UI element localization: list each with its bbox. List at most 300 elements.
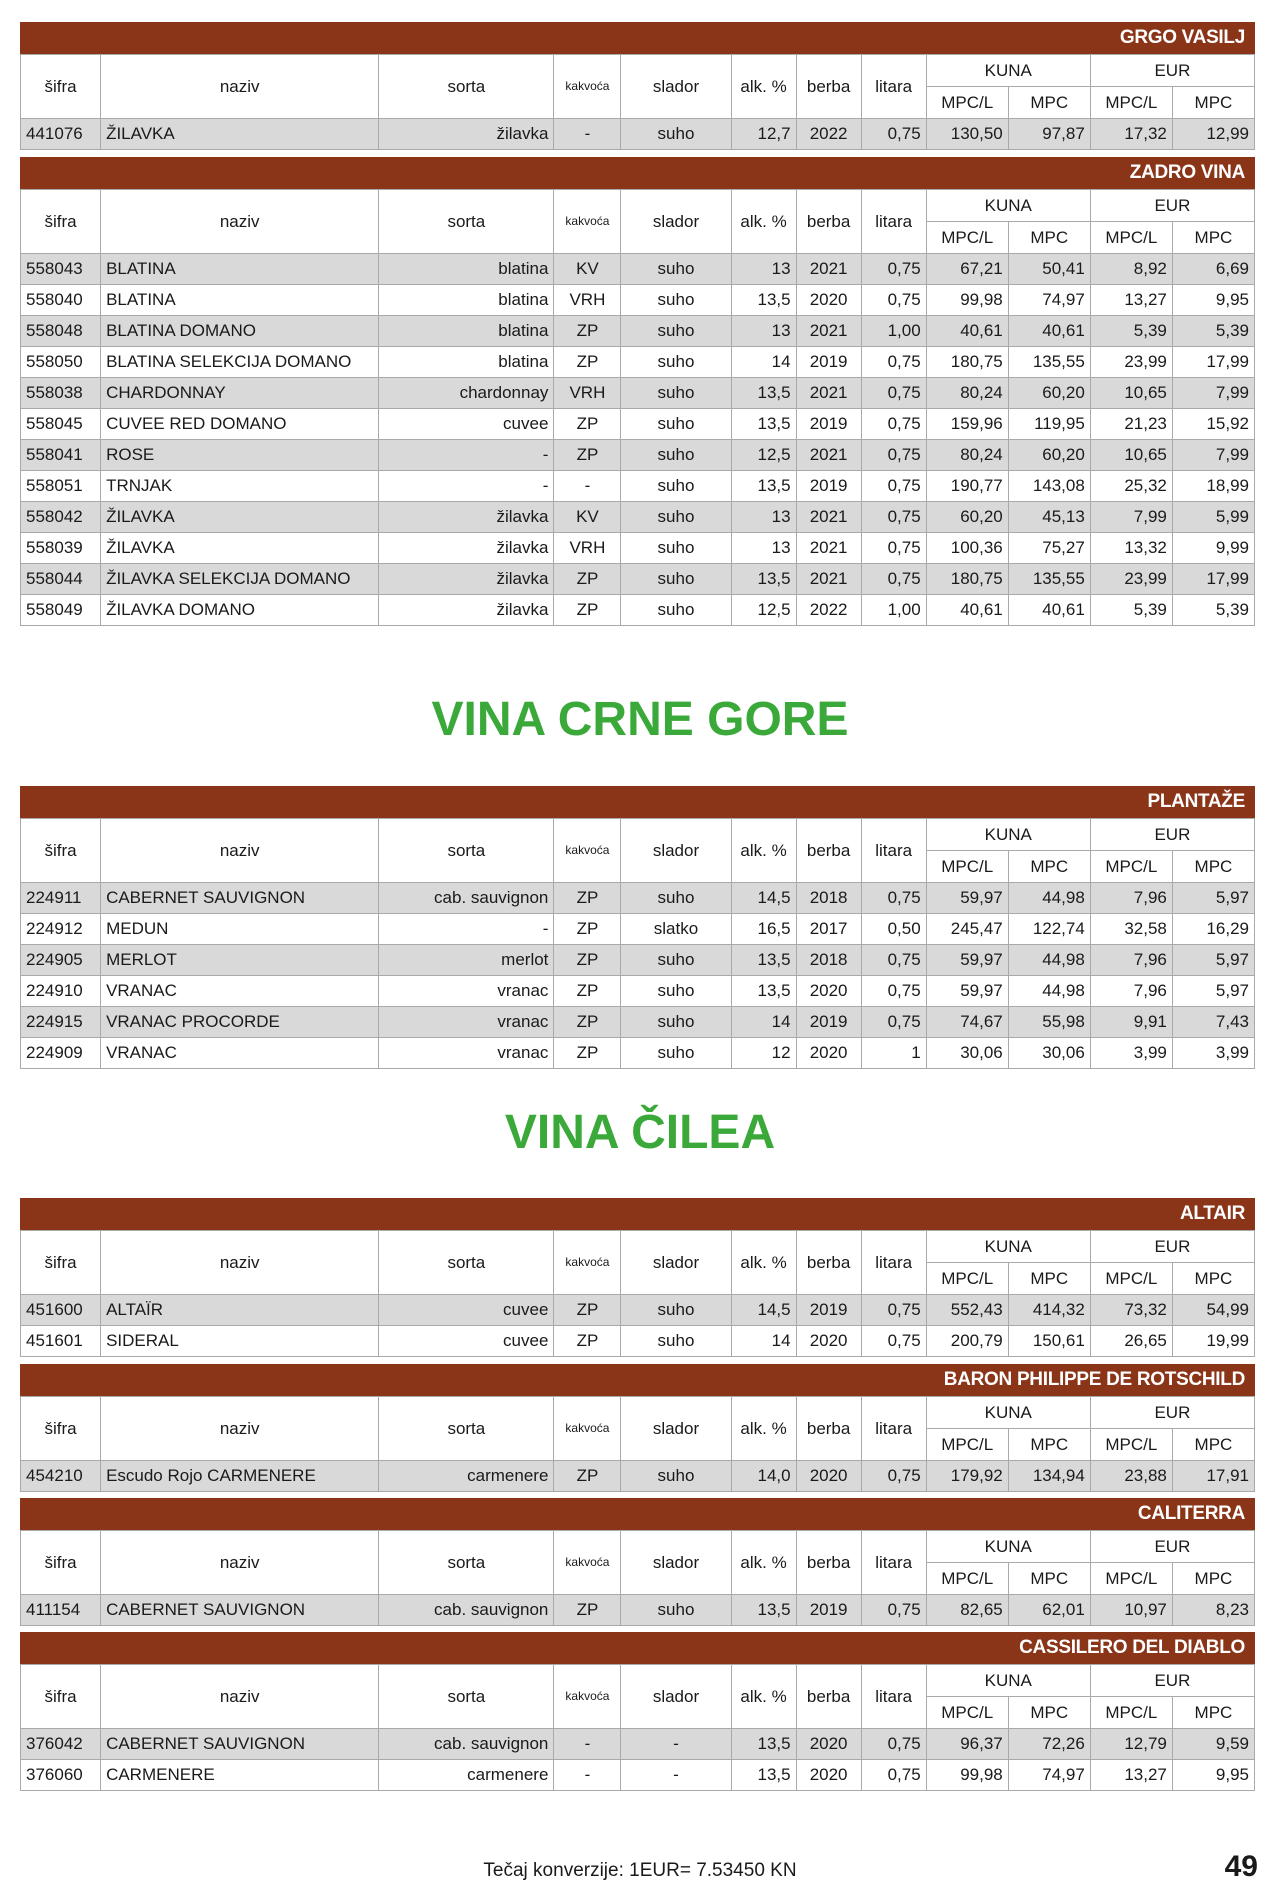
header-mpc: MPC — [1008, 1697, 1090, 1729]
cell-slador: suho — [621, 564, 731, 595]
header-berba: berba — [796, 1531, 861, 1595]
header-slador: slador — [621, 55, 731, 119]
cell-kakvoca: ZP — [554, 316, 621, 347]
cell-kakvoca: - — [554, 119, 621, 150]
header-sifra: šifra — [21, 1665, 101, 1729]
cell-kuna-mpcl: 67,21 — [926, 254, 1008, 285]
conversion-rate-note: Tečaj konverzije: 1EUR= 7.53450 KN — [483, 1860, 797, 1881]
table-row — [21, 564, 1255, 595]
cell-kuna-mpcl: 180,75 — [926, 347, 1008, 378]
header-litara: litara — [861, 55, 926, 119]
header-eur: EUR — [1090, 1531, 1254, 1563]
header-sorta: sorta — [379, 190, 554, 254]
header-mpc: MPC — [1008, 1263, 1090, 1295]
cell-alk: 16,5 — [731, 914, 796, 945]
table-row — [21, 1760, 1255, 1791]
cell-kakvoca: VRH — [554, 378, 621, 409]
header-berba: berba — [796, 819, 861, 883]
price-table — [20, 1664, 1255, 1791]
cell-kakvoca: VRH — [554, 285, 621, 316]
cell-berba: 2022 — [796, 595, 861, 626]
cell-berba: 2018 — [796, 945, 861, 976]
cell-kuna-mpcl: 179,92 — [926, 1461, 1008, 1492]
header-mpc: MPC — [1172, 222, 1254, 254]
cell-kakvoca: ZP — [554, 945, 621, 976]
header-alk: alk. % — [731, 819, 796, 883]
cell-sorta: blatina — [379, 285, 554, 316]
cell-kuna-mpc: 55,98 — [1008, 1007, 1090, 1038]
table-row — [21, 595, 1255, 626]
cell-eur-mpc: 9,95 — [1172, 285, 1254, 316]
cell-litara: 0,75 — [861, 285, 926, 316]
cell-slador: suho — [621, 945, 731, 976]
cell-kakvoca: ZP — [554, 1326, 621, 1357]
cell-litara: 0,75 — [861, 1461, 926, 1492]
cell-litara: 0,75 — [861, 254, 926, 285]
cell-berba: 2021 — [796, 564, 861, 595]
cell-sifra: 558045 — [21, 409, 101, 440]
cell-sorta: carmenere — [379, 1760, 554, 1791]
cell-naziv: ŽILAVKA SELEKCIJA DOMANO — [101, 564, 379, 595]
cell-alk: 13,5 — [731, 1729, 796, 1760]
cell-eur-mpcl: 17,32 — [1090, 119, 1172, 150]
header-naziv: naziv — [101, 1231, 379, 1295]
cell-eur-mpcl: 9,91 — [1090, 1007, 1172, 1038]
cell-alk: 12,5 — [731, 440, 796, 471]
cell-kuna-mpc: 414,32 — [1008, 1295, 1090, 1326]
cell-sifra: 224905 — [21, 945, 101, 976]
cell-sifra: 411154 — [21, 1595, 101, 1626]
header-kuna: KUNA — [926, 1397, 1090, 1429]
cell-slador: suho — [621, 976, 731, 1007]
header-mpcl: MPC/L — [926, 1429, 1008, 1461]
header-mpcl: MPC/L — [926, 851, 1008, 883]
cell-berba: 2018 — [796, 883, 861, 914]
cell-kakvoca: ZP — [554, 1007, 621, 1038]
header-mpc: MPC — [1008, 1563, 1090, 1595]
cell-kakvoca: ZP — [554, 883, 621, 914]
cell-slador: - — [621, 1729, 731, 1760]
cell-alk: 13,5 — [731, 564, 796, 595]
cell-kuna-mpc: 134,94 — [1008, 1461, 1090, 1492]
cell-naziv: ALTAÏR — [101, 1295, 379, 1326]
cell-kuna-mpc: 60,20 — [1008, 378, 1090, 409]
cell-sorta: - — [379, 440, 554, 471]
cell-naziv: BLATINA DOMANO — [101, 316, 379, 347]
cell-alk: 13 — [731, 316, 796, 347]
cell-kuna-mpc: 72,26 — [1008, 1729, 1090, 1760]
cell-alk: 14 — [731, 1326, 796, 1357]
cell-kakvoca: ZP — [554, 440, 621, 471]
cell-eur-mpcl: 25,32 — [1090, 471, 1172, 502]
cell-alk: 13 — [731, 533, 796, 564]
cell-alk: 13,5 — [731, 945, 796, 976]
header-litara: litara — [861, 1231, 926, 1295]
cell-naziv: Escudo Rojo CARMENERE — [101, 1461, 379, 1492]
cell-berba: 2020 — [796, 1760, 861, 1791]
cell-berba: 2020 — [796, 976, 861, 1007]
cell-slador: slatko — [621, 914, 731, 945]
cell-litara: 0,75 — [861, 564, 926, 595]
price-table — [20, 189, 1255, 626]
cell-litara: 0,75 — [861, 1326, 926, 1357]
cell-sifra: 224915 — [21, 1007, 101, 1038]
cell-berba: 2021 — [796, 502, 861, 533]
cell-eur-mpcl: 23,88 — [1090, 1461, 1172, 1492]
cell-litara: 0,75 — [861, 119, 926, 150]
cell-eur-mpc: 5,97 — [1172, 976, 1254, 1007]
cell-kuna-mpc: 62,01 — [1008, 1595, 1090, 1626]
header-mpc: MPC — [1008, 87, 1090, 119]
header-litara: litara — [861, 1531, 926, 1595]
header-mpc: MPC — [1008, 851, 1090, 883]
cell-litara: 0,75 — [861, 533, 926, 564]
cell-kuna-mpc: 74,97 — [1008, 1760, 1090, 1791]
header-kuna: KUNA — [926, 190, 1090, 222]
cell-litara: 0,75 — [861, 347, 926, 378]
cell-litara: 0,75 — [861, 1007, 926, 1038]
cell-kuna-mpcl: 159,96 — [926, 409, 1008, 440]
cell-sorta: žilavka — [379, 502, 554, 533]
header-mpc: MPC — [1172, 851, 1254, 883]
table-row — [21, 119, 1255, 150]
cell-kakvoca: ZP — [554, 409, 621, 440]
cell-kuna-mpcl: 59,97 — [926, 976, 1008, 1007]
table-row — [21, 883, 1255, 914]
header-kakvoca: kakvoća — [554, 1665, 621, 1729]
header-mpcl: MPC/L — [1090, 87, 1172, 119]
header-naziv: naziv — [101, 1665, 379, 1729]
cell-naziv: VRANAC — [101, 976, 379, 1007]
cell-kuna-mpcl: 80,24 — [926, 440, 1008, 471]
cell-berba: 2019 — [796, 1295, 861, 1326]
header-mpc: MPC — [1172, 1563, 1254, 1595]
cell-eur-mpcl: 32,58 — [1090, 914, 1172, 945]
cell-eur-mpc: 9,59 — [1172, 1729, 1254, 1760]
cell-eur-mpcl: 10,97 — [1090, 1595, 1172, 1626]
cell-eur-mpcl: 10,65 — [1090, 440, 1172, 471]
header-mpcl: MPC/L — [1090, 1563, 1172, 1595]
table-row — [21, 914, 1255, 945]
cell-slador: suho — [621, 595, 731, 626]
cell-eur-mpc: 17,91 — [1172, 1461, 1254, 1492]
cell-sifra: 451600 — [21, 1295, 101, 1326]
cell-eur-mpc: 8,23 — [1172, 1595, 1254, 1626]
header-sifra: šifra — [21, 190, 101, 254]
cell-sifra: 376042 — [21, 1729, 101, 1760]
header-kuna: KUNA — [926, 55, 1090, 87]
header-naziv: naziv — [101, 55, 379, 119]
cell-sorta: žilavka — [379, 533, 554, 564]
cell-sorta: blatina — [379, 347, 554, 378]
cell-alk: 13,5 — [731, 1760, 796, 1791]
cell-sifra: 454210 — [21, 1461, 101, 1492]
cell-slador: - — [621, 1760, 731, 1791]
cell-kuna-mpcl: 99,98 — [926, 1760, 1008, 1791]
cell-alk: 13 — [731, 254, 796, 285]
cell-litara: 0,75 — [861, 409, 926, 440]
cell-eur-mpc: 5,39 — [1172, 316, 1254, 347]
table-row — [21, 285, 1255, 316]
header-alk: alk. % — [731, 1665, 796, 1729]
cell-kuna-mpcl: 99,98 — [926, 285, 1008, 316]
cell-naziv: MERLOT — [101, 945, 379, 976]
header-mpcl: MPC/L — [1090, 222, 1172, 254]
cell-eur-mpc: 5,97 — [1172, 883, 1254, 914]
header-sorta: sorta — [379, 55, 554, 119]
cell-slador: suho — [621, 254, 731, 285]
cell-slador: suho — [621, 119, 731, 150]
header-sorta: sorta — [379, 1665, 554, 1729]
cell-alk: 13,5 — [731, 976, 796, 1007]
cell-sorta: žilavka — [379, 595, 554, 626]
cell-eur-mpcl: 7,96 — [1090, 976, 1172, 1007]
cell-sifra: 441076 — [21, 119, 101, 150]
cell-sifra: 558049 — [21, 595, 101, 626]
header-kakvoca: kakvoća — [554, 819, 621, 883]
header-naziv: naziv — [101, 190, 379, 254]
cell-berba: 2019 — [796, 347, 861, 378]
cell-slador: suho — [621, 533, 731, 564]
cell-naziv: CABERNET SAUVIGNON — [101, 1729, 379, 1760]
cell-eur-mpc: 9,95 — [1172, 1760, 1254, 1791]
cell-alk: 13,5 — [731, 409, 796, 440]
cell-eur-mpc: 5,97 — [1172, 945, 1254, 976]
header-kakvoca: kakvoća — [554, 1531, 621, 1595]
cell-litara: 0,50 — [861, 914, 926, 945]
cell-sifra: 224910 — [21, 976, 101, 1007]
cell-berba: 2020 — [796, 1729, 861, 1760]
header-sifra: šifra — [21, 1231, 101, 1295]
cell-sorta: blatina — [379, 254, 554, 285]
header-berba: berba — [796, 190, 861, 254]
cell-kakvoca: ZP — [554, 564, 621, 595]
cell-kuna-mpcl: 59,97 — [926, 945, 1008, 976]
cell-eur-mpc: 7,43 — [1172, 1007, 1254, 1038]
cell-kuna-mpc: 74,97 — [1008, 285, 1090, 316]
cell-eur-mpcl: 5,39 — [1090, 316, 1172, 347]
cell-kuna-mpcl: 190,77 — [926, 471, 1008, 502]
cell-alk: 13 — [731, 502, 796, 533]
header-naziv: naziv — [101, 1531, 379, 1595]
cell-sorta: chardonnay — [379, 378, 554, 409]
cell-eur-mpc: 12,99 — [1172, 119, 1254, 150]
cell-eur-mpcl: 23,99 — [1090, 564, 1172, 595]
cell-kuna-mpcl: 80,24 — [926, 378, 1008, 409]
winery-block-caliterra — [20, 1498, 1255, 1626]
cell-eur-mpc: 7,99 — [1172, 378, 1254, 409]
header-slador: slador — [621, 1231, 731, 1295]
header-berba: berba — [796, 1231, 861, 1295]
cell-slador: suho — [621, 1007, 731, 1038]
header-mpcl: MPC/L — [1090, 1429, 1172, 1461]
header-sorta: sorta — [379, 819, 554, 883]
cell-slador: suho — [621, 409, 731, 440]
cell-sifra: 376060 — [21, 1760, 101, 1791]
cell-berba: 2019 — [796, 1595, 861, 1626]
cell-naziv: VRANAC — [101, 1038, 379, 1069]
table-row — [21, 316, 1255, 347]
cell-sifra: 558042 — [21, 502, 101, 533]
cell-naziv: CUVEE RED DOMANO — [101, 409, 379, 440]
cell-alk: 13,5 — [731, 471, 796, 502]
cell-berba: 2020 — [796, 1038, 861, 1069]
header-sorta: sorta — [379, 1231, 554, 1295]
cell-eur-mpcl: 7,96 — [1090, 883, 1172, 914]
cell-litara: 0,75 — [861, 1729, 926, 1760]
cell-kakvoca: ZP — [554, 595, 621, 626]
cell-kuna-mpc: 40,61 — [1008, 316, 1090, 347]
cell-alk: 12 — [731, 1038, 796, 1069]
header-sorta: sorta — [379, 1531, 554, 1595]
header-slador: slador — [621, 1397, 731, 1461]
cell-alk: 13,5 — [731, 378, 796, 409]
cell-naziv: CARMENERE — [101, 1760, 379, 1791]
cell-eur-mpc: 5,39 — [1172, 595, 1254, 626]
cell-eur-mpc: 17,99 — [1172, 347, 1254, 378]
header-mpc: MPC — [1172, 87, 1254, 119]
header-kuna: KUNA — [926, 1531, 1090, 1563]
cell-berba: 2017 — [796, 914, 861, 945]
cell-litara: 1,00 — [861, 595, 926, 626]
cell-litara: 0,75 — [861, 440, 926, 471]
cell-kuna-mpcl: 40,61 — [926, 595, 1008, 626]
header-slador: slador — [621, 190, 731, 254]
cell-slador: suho — [621, 471, 731, 502]
header-eur: EUR — [1090, 819, 1254, 851]
cell-eur-mpc: 18,99 — [1172, 471, 1254, 502]
cell-litara: 0,75 — [861, 883, 926, 914]
cell-kuna-mpcl: 100,36 — [926, 533, 1008, 564]
cell-naziv: BLATINA — [101, 254, 379, 285]
cell-kakvoca: ZP — [554, 1295, 621, 1326]
header-sifra: šifra — [21, 55, 101, 119]
table-row — [21, 533, 1255, 564]
cell-kuna-mpc: 40,61 — [1008, 595, 1090, 626]
cell-kakvoca: ZP — [554, 1038, 621, 1069]
header-slador: slador — [621, 1665, 731, 1729]
cell-litara: 1 — [861, 1038, 926, 1069]
header-mpcl: MPC/L — [926, 222, 1008, 254]
cell-naziv: ŽILAVKA — [101, 502, 379, 533]
cell-slador: suho — [621, 502, 731, 533]
cell-naziv: BLATINA — [101, 285, 379, 316]
cell-eur-mpc: 17,99 — [1172, 564, 1254, 595]
cell-eur-mpc: 9,99 — [1172, 533, 1254, 564]
header-mpcl: MPC/L — [1090, 1263, 1172, 1295]
cell-eur-mpc: 5,99 — [1172, 502, 1254, 533]
cell-sifra: 558040 — [21, 285, 101, 316]
winery-name-bar: BARON PHILIPPE DE ROTSCHILD — [20, 1364, 1255, 1396]
cell-litara: 0,75 — [861, 1295, 926, 1326]
header-mpcl: MPC/L — [926, 1697, 1008, 1729]
cell-naziv: ROSE — [101, 440, 379, 471]
price-table — [20, 1230, 1255, 1357]
cell-kakvoca: ZP — [554, 347, 621, 378]
table-row — [21, 1295, 1255, 1326]
header-litara: litara — [861, 1665, 926, 1729]
cell-litara: 0,75 — [861, 945, 926, 976]
cell-sorta: žilavka — [379, 564, 554, 595]
cell-eur-mpcl: 5,39 — [1090, 595, 1172, 626]
cell-eur-mpcl: 8,92 — [1090, 254, 1172, 285]
header-kakvoca: kakvoća — [554, 55, 621, 119]
cell-sifra: 558038 — [21, 378, 101, 409]
cell-kuna-mpcl: 30,06 — [926, 1038, 1008, 1069]
cell-naziv: ŽILAVKA — [101, 533, 379, 564]
cell-kuna-mpc: 44,98 — [1008, 976, 1090, 1007]
cell-sorta: merlot — [379, 945, 554, 976]
header-mpcl: MPC/L — [926, 1563, 1008, 1595]
table-row — [21, 1729, 1255, 1760]
cell-berba: 2021 — [796, 316, 861, 347]
table-row — [21, 378, 1255, 409]
header-mpc: MPC — [1008, 222, 1090, 254]
price-table — [20, 1530, 1255, 1626]
price-table — [20, 54, 1255, 150]
table-row — [21, 1461, 1255, 1492]
cell-slador: suho — [621, 883, 731, 914]
header-mpc: MPC — [1172, 1263, 1254, 1295]
table-row — [21, 440, 1255, 471]
table-row — [21, 347, 1255, 378]
cell-naziv: TRNJAK — [101, 471, 379, 502]
cell-naziv: BLATINA SELEKCIJA DOMANO — [101, 347, 379, 378]
cell-naziv: VRANAC PROCORDE — [101, 1007, 379, 1038]
cell-kuna-mpc: 122,74 — [1008, 914, 1090, 945]
cell-sifra: 224912 — [21, 914, 101, 945]
header-kakvoca: kakvoća — [554, 190, 621, 254]
cell-alk: 12,5 — [731, 595, 796, 626]
price-table — [20, 818, 1255, 1069]
header-litara: litara — [861, 190, 926, 254]
table-row — [21, 502, 1255, 533]
cell-kuna-mpc: 50,41 — [1008, 254, 1090, 285]
cell-kuna-mpc: 150,61 — [1008, 1326, 1090, 1357]
table-row — [21, 945, 1255, 976]
cell-sifra: 224911 — [21, 883, 101, 914]
cell-eur-mpcl: 12,79 — [1090, 1729, 1172, 1760]
cell-litara: 0,75 — [861, 502, 926, 533]
cell-sifra: 451601 — [21, 1326, 101, 1357]
cell-eur-mpc: 6,69 — [1172, 254, 1254, 285]
header-alk: alk. % — [731, 1231, 796, 1295]
winery-block-grgo-vasilj — [20, 22, 1255, 150]
cell-kuna-mpc: 135,55 — [1008, 347, 1090, 378]
section-title-montenegro: VINA CRNE GORE — [431, 693, 849, 746]
cell-berba: 2020 — [796, 1326, 861, 1357]
cell-berba: 2021 — [796, 378, 861, 409]
cell-naziv: CHARDONNAY — [101, 378, 379, 409]
cell-kuna-mpcl: 180,75 — [926, 564, 1008, 595]
cell-berba: 2019 — [796, 471, 861, 502]
cell-eur-mpcl: 13,27 — [1090, 285, 1172, 316]
winery-block-altair — [20, 1198, 1255, 1357]
cell-sifra: 558043 — [21, 254, 101, 285]
table-row — [21, 471, 1255, 502]
cell-slador: suho — [621, 378, 731, 409]
header-eur: EUR — [1090, 1231, 1254, 1263]
cell-kuna-mpcl: 74,67 — [926, 1007, 1008, 1038]
cell-kuna-mpcl: 82,65 — [926, 1595, 1008, 1626]
cell-eur-mpcl: 73,32 — [1090, 1295, 1172, 1326]
header-eur: EUR — [1090, 1397, 1254, 1429]
cell-sifra: 558048 — [21, 316, 101, 347]
page-number: 49 — [1224, 1850, 1258, 1883]
header-mpcl: MPC/L — [1090, 851, 1172, 883]
cell-kuna-mpc: 30,06 — [1008, 1038, 1090, 1069]
header-kakvoca: kakvoća — [554, 1397, 621, 1461]
